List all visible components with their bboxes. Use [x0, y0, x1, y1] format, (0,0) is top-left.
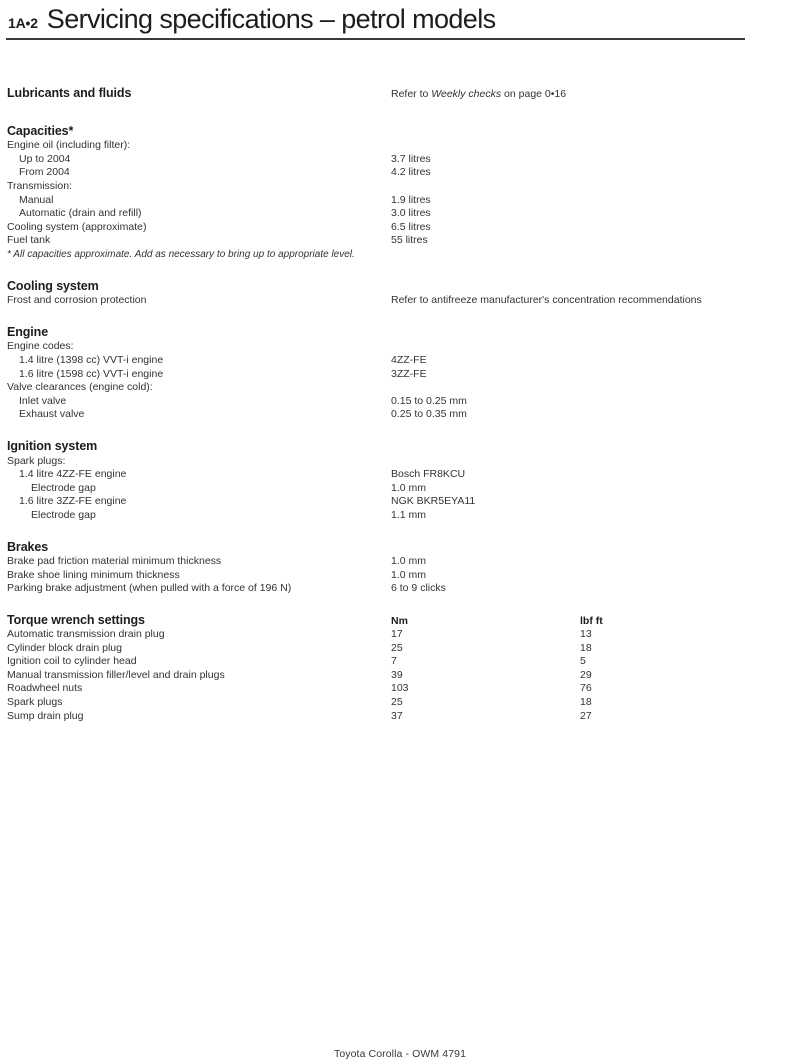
dot-leader	[73, 159, 382, 160]
section-heading: Capacities*	[7, 123, 74, 138]
dot-leader	[87, 414, 382, 415]
dot-leader	[56, 200, 382, 201]
spec-row	[7, 368, 787, 382]
footer-text: Toyota Corolla - OWM 4791	[333, 1048, 467, 1060]
dot-leader	[183, 575, 382, 576]
spec-value: Bosch FR8KCU	[391, 468, 466, 481]
spec-value: 1.0 mm	[391, 555, 427, 568]
dot-leader	[53, 240, 382, 241]
spec-row	[7, 408, 787, 422]
spec-row	[7, 509, 787, 523]
section-ignition-system	[7, 439, 787, 523]
sections-root	[7, 86, 787, 613]
dot-leader	[85, 688, 382, 689]
spec-label: Exhaust valve	[19, 408, 85, 421]
dot-leader	[129, 474, 382, 475]
spec-value: 1.9 litres	[391, 193, 431, 206]
section-heading: Lubricants and fluids	[7, 86, 132, 100]
torque-label: Spark plugs	[7, 695, 63, 708]
spec-value: Refer to antifreeze manufacturer's concentration recommendations	[391, 294, 702, 307]
torque-row	[7, 642, 787, 656]
section-engine	[7, 325, 787, 422]
page-title: Servicing specifications – petrol models	[46, 4, 496, 34]
spacer	[7, 262, 787, 279]
spec-row	[7, 468, 787, 482]
torque-label: Roadwheel nuts	[7, 682, 83, 695]
spec-label: Automatic (drain and refill)	[19, 207, 142, 220]
dot-leader	[149, 227, 382, 228]
value-prefix: Refer to	[391, 88, 432, 100]
spec-row	[7, 582, 787, 596]
spec-label: Fuel tank	[7, 234, 51, 247]
spec-row	[7, 86, 787, 102]
torque-row	[7, 655, 787, 669]
spec-value: 4ZZ-FE	[391, 354, 427, 367]
spec-row	[7, 153, 787, 167]
section-heading: Engine	[7, 324, 49, 339]
dot-leader	[125, 648, 382, 649]
spec-row	[7, 395, 787, 409]
dot-leader	[65, 702, 382, 703]
torque-value-lbf-ft: 13	[580, 628, 592, 640]
spec-value: 0.15 to 0.25 mm	[391, 394, 467, 407]
torque-row	[7, 628, 787, 642]
header-rule	[6, 38, 745, 40]
torque-row	[7, 682, 787, 696]
spec-value: 6.5 litres	[391, 220, 431, 233]
torque-label: Ignition coil to cylinder head	[7, 655, 137, 668]
torque-value-lbf-ft: 18	[580, 641, 592, 654]
spec-label: Brake shoe lining minimum thickness	[7, 568, 180, 581]
section-heading: Cooling system	[7, 278, 99, 293]
spec-value: 3ZZ-FE	[391, 367, 427, 380]
spec-label: Manual	[19, 193, 54, 206]
dot-leader	[134, 94, 382, 95]
spacer	[7, 102, 787, 124]
dot-leader	[166, 374, 382, 375]
torque-value-lbf-ft: 76	[580, 682, 592, 695]
spec-value: 1.1 mm	[391, 509, 427, 521]
page-folio: 1A•2	[8, 15, 38, 31]
section-heading: Ignition system	[7, 439, 98, 453]
spec-value: 1.0 mm	[391, 481, 427, 494]
spec-label: Brake pad friction material minimum thickness	[7, 555, 222, 568]
torque-label: Cylinder block drain plug	[7, 641, 122, 654]
section-capacities	[7, 124, 787, 262]
spec-content	[7, 86, 787, 723]
torque-label: Automatic transmission drain plug	[7, 628, 165, 640]
spec-row	[7, 294, 787, 308]
spec-row	[7, 569, 787, 583]
torque-header-row	[7, 613, 787, 628]
spec-label: 1.6 litre 3ZZ-FE engine	[19, 495, 127, 508]
dot-leader	[224, 561, 382, 562]
torque-value-nm: 25	[391, 641, 403, 654]
dot-leader	[294, 588, 382, 589]
section-lubricants	[7, 86, 787, 102]
spec-value: 1.0 mm	[391, 568, 427, 581]
torque-row	[7, 696, 787, 710]
spec-value: 55 litres	[391, 234, 428, 247]
dot-leader	[145, 213, 382, 214]
spec-row	[7, 495, 787, 509]
spec-label: 1.6 litre (1598 cc) VVT-i engine	[19, 367, 164, 380]
spacer	[7, 308, 787, 325]
spec-row	[7, 234, 787, 248]
spec-row	[7, 221, 787, 235]
spec-value: NGK BKR5EYA11	[391, 495, 476, 508]
section-brakes	[7, 540, 787, 596]
torque-row	[7, 710, 787, 724]
spec-value: 3.7 litres	[391, 152, 431, 165]
spec-label: Cooling system (approximate)	[7, 220, 147, 233]
column-header-lbf-ft: lbf ft	[580, 615, 603, 627]
spec-label: Electrode gap	[31, 481, 96, 494]
torque-value-lbf-ft: 27	[580, 709, 592, 722]
column-header-nm: Nm	[391, 615, 408, 627]
spacer	[7, 596, 787, 613]
dot-leader	[99, 515, 382, 516]
torque-label: Sump drain plug	[7, 709, 84, 722]
torque-value-lbf-ft: 18	[580, 695, 592, 708]
spec-value: 6 to 9 clicks	[391, 582, 446, 595]
dot-leader	[140, 661, 382, 662]
spacer	[7, 523, 787, 540]
section-cooling-system	[7, 279, 787, 308]
spec-row	[7, 354, 787, 368]
dot-leader	[166, 360, 382, 361]
spec-label: Up to 2004	[19, 152, 71, 165]
torque-value-nm: 25	[391, 695, 403, 708]
torque-section	[7, 613, 787, 723]
dot-leader	[129, 501, 382, 502]
dot-leader	[168, 634, 382, 635]
header-line	[6, 6, 745, 33]
spec-subheading: Valve clearances (engine cold):	[7, 381, 153, 394]
spec-label: Parking brake adjustment (when pulled with a force of 196 N)	[7, 582, 292, 595]
spec-label: Frost and corrosion protection	[7, 294, 147, 307]
page-footer	[0, 1048, 800, 1060]
dot-leader	[228, 675, 382, 676]
dot-leader	[86, 716, 382, 717]
section-heading: Brakes	[7, 539, 49, 554]
section-footnote: * All capacities approximate. Add as necessary to bring up to appropriate level.	[7, 249, 355, 260]
spec-subheading: Engine codes:	[7, 340, 74, 353]
spec-row	[7, 166, 787, 180]
torque-value-nm: 39	[391, 668, 403, 681]
torque-value-nm: 37	[391, 709, 403, 722]
torque-row	[7, 669, 787, 683]
spec-value: 4.2 litres	[391, 166, 431, 179]
spec-value: 3.0 litres	[391, 207, 431, 220]
dot-leader	[69, 401, 382, 402]
page-header	[6, 6, 745, 40]
spec-label: 1.4 litre 4ZZ-FE engine	[19, 468, 127, 481]
spec-subheading: Transmission:	[7, 180, 72, 193]
spec-value: 0.25 to 0.35 mm	[391, 408, 467, 421]
value-emphasis: Weekly checks	[431, 88, 502, 100]
dot-leader	[73, 172, 382, 173]
spec-subheading: Engine oil (including filter):	[7, 139, 131, 152]
torque-value-nm: 103	[391, 682, 409, 695]
section-heading: Torque wrench settings	[7, 613, 145, 627]
spec-label: Inlet valve	[19, 394, 67, 407]
dot-leader	[149, 300, 382, 301]
spec-row	[7, 482, 787, 496]
torque-label: Manual transmission filler/level and drain plugs	[7, 668, 225, 681]
spec-row	[7, 555, 787, 569]
torque-value-nm: 17	[391, 628, 403, 640]
spec-row	[7, 194, 787, 208]
spec-value	[383, 88, 566, 102]
spec-label: Electrode gap	[31, 509, 96, 521]
value-suffix: on page 0•16	[501, 88, 567, 100]
torque-value-nm: 7	[391, 655, 397, 668]
dot-leader	[99, 488, 382, 489]
spec-subheading: Spark plugs:	[7, 454, 66, 467]
spec-label: 1.4 litre (1398 cc) VVT-i engine	[19, 354, 164, 367]
spec-label: From 2004	[19, 166, 70, 179]
torque-value-lbf-ft: 29	[580, 668, 592, 681]
torque-value-lbf-ft: 5	[580, 655, 586, 668]
spec-row	[7, 207, 787, 221]
spacer	[7, 422, 787, 439]
